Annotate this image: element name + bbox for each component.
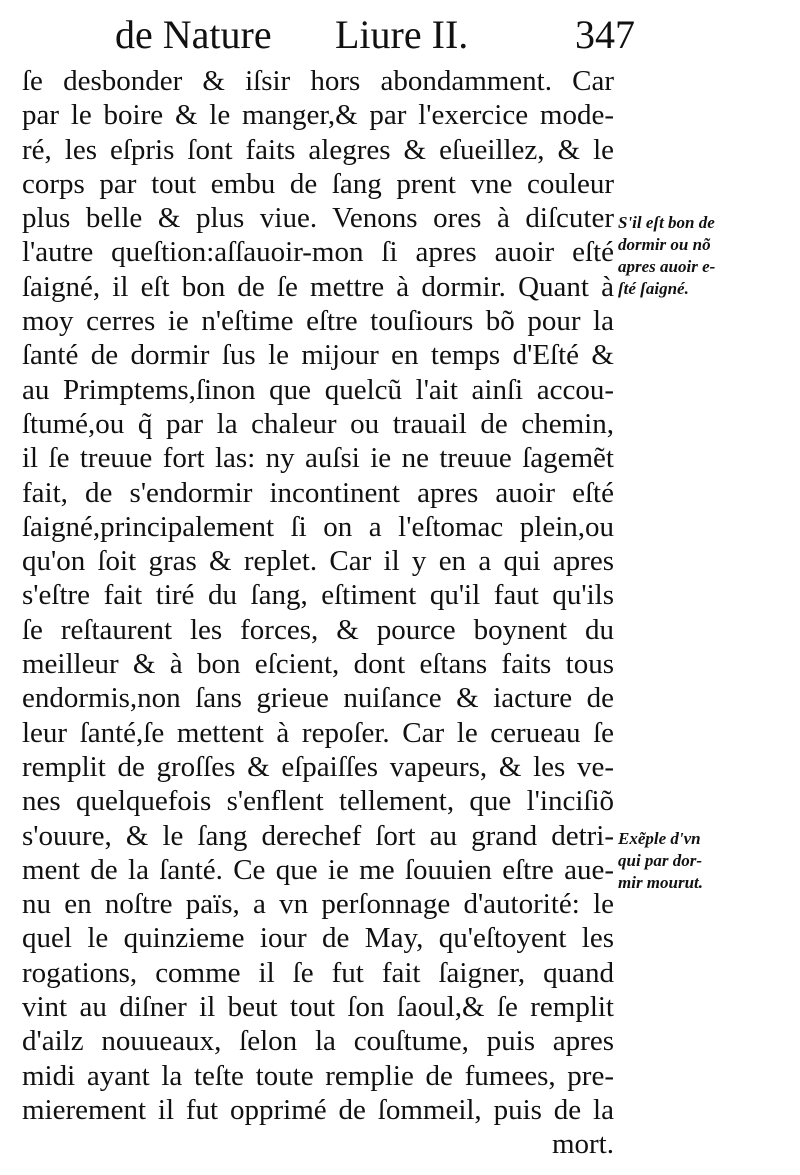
- text-line: ré, les eſpris ſont faits alegres & eſueillez, & le: [22, 133, 614, 166]
- text-line: par le boire & le manger,& par l'exercice mode-: [22, 99, 614, 132]
- margin-note-sleep-after-bleeding: [618, 212, 796, 300]
- text-line: remplit de groſſes & eſpaiſſes vapeurs, & les ve-: [22, 750, 614, 783]
- text-line: qu'on ſoit gras & replet. Car il y en a qui apres: [22, 545, 614, 578]
- text-line-final: mort.: [551, 1128, 614, 1161]
- text-line: fait, de s'endormir incontinent apres auoir eſté: [22, 476, 614, 509]
- text-line: l'autre queſtion:aſſauoir-mon ſi apres auoir eſté: [22, 236, 614, 269]
- text-line: corps par tout embu de ſang prent vne couleur: [22, 167, 614, 200]
- text-line: ſaigné,principalement ſi on a l'eſtomac plein,ou: [22, 510, 614, 543]
- text-line: ſe reſtaurent les forces, & pource boynent du: [22, 613, 614, 646]
- margin-note-line: dormir ou nõ: [618, 235, 711, 254]
- running-title-book: Liure II.: [335, 12, 469, 57]
- text-line: ſe desbonder & iſsir hors abondamment. Car: [22, 65, 614, 97]
- text-line: plus belle & plus viue. Venons ores à diſcuter: [22, 202, 614, 235]
- body-text: [22, 64, 614, 1162]
- margin-note-line: apres auoir e-: [618, 257, 716, 276]
- text-line: ſaigné, il eſt bon de ſe mettre à dormir. Quant à: [22, 270, 614, 303]
- margin-note-line: mir mourut.: [618, 873, 704, 892]
- text-line: ſtumé,ou q̃ par la chaleur ou trauail de chemin,: [22, 407, 614, 440]
- text-line: rogations, comme il ſe fut fait ſaigner, quand: [22, 956, 614, 989]
- text-line: midi ayant la teſte toute remplie de fumees, pre-: [22, 1059, 614, 1092]
- text-line: s'eſtre fait tiré du ſang, eſtiment qu'il faut qu'ils: [22, 579, 614, 612]
- text-line: nu en noſtre païs, a vn perſonnage d'autorité: le: [22, 888, 614, 921]
- page-number: 347: [575, 12, 635, 57]
- text-line: au Primptems,ſinon que quelcũ l'ait ainſi accou-: [22, 373, 614, 406]
- text-line: nes quelquefois s'enflent tellement, que l'inciſiõ: [22, 785, 614, 818]
- text-line: mierement il fut opprimé de ſommeil, puis de la: [22, 1093, 614, 1126]
- text-line: leur ſanté,ſe mettent à repoſer. Car le cerueau ſe: [22, 716, 614, 749]
- margin-note-line: qui par dor-: [618, 851, 703, 870]
- margin-note-line: S'il eſt bon de: [618, 213, 715, 232]
- running-title-left: de Nature: [115, 12, 272, 57]
- margin-note-line: ſté ſaigné.: [618, 279, 689, 298]
- text-line: meilleur & à bon eſcient, dont eſtans faits tous: [22, 648, 614, 681]
- text-line: vint au diſner il beut tout ſon ſaoul,& ſe remplit: [22, 991, 614, 1024]
- text-line: moy cerres ie n'eſtime eſtre touſiours bõ pour la: [22, 305, 614, 338]
- margin-note-example: [618, 828, 796, 894]
- running-head: [115, 10, 660, 60]
- text-line: s'ouure, & le ſang derechef ſort au grand detri-: [22, 819, 614, 852]
- text-line: d'ailz nouueaux, ſelon la couſtume, puis apres: [22, 1025, 614, 1058]
- text-line: ſanté de dormir ſus le mijour en temps d'Eſté &: [22, 339, 614, 372]
- text-line: quel le quinzieme iour de May, qu'eſtoyent les: [22, 922, 614, 955]
- text-line: ment de la ſanté. Ce que ie me ſouuien eſtre aue-: [22, 853, 614, 886]
- text-line: il ſe treuue fort las: ny auſsi ie ne treuue ſagemẽt: [22, 442, 614, 475]
- margin-note-line: Exẽple d'vn: [618, 829, 701, 848]
- text-line: endormis,non ſans grieue nuiſance & iacture de: [22, 682, 614, 715]
